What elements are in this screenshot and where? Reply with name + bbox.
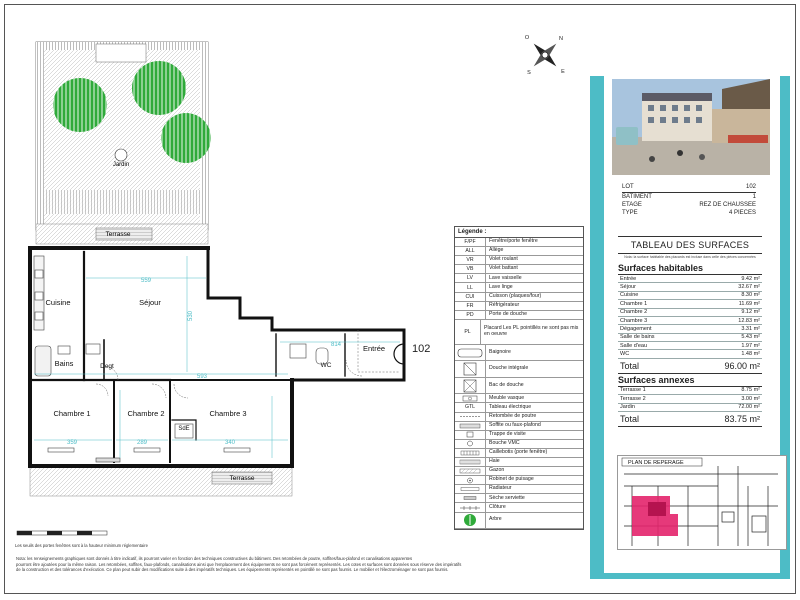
legend-row <box>455 320 583 345</box>
location-map-title: PLAN DE REPERAGE <box>628 460 684 466</box>
location-map <box>617 455 787 550</box>
legend-row <box>455 256 583 265</box>
legend-label: Haie <box>489 458 500 465</box>
total-label: Total <box>620 360 640 371</box>
surface-value: 3.00 m² <box>741 395 760 402</box>
legend-code: VB <box>455 265 486 273</box>
legend-label: Réfrigérateur <box>489 301 520 308</box>
surface-value: 3.31 m² <box>741 325 760 332</box>
dim-559: 559 <box>140 278 152 284</box>
legend-row <box>455 302 583 311</box>
surface-value: 8.30 m² <box>741 292 760 299</box>
legend-code: GTL <box>455 403 486 411</box>
legend-label: Radiateur <box>489 485 512 492</box>
surface-label: WC <box>620 351 630 358</box>
legend-label: Retombée de poutre <box>489 412 537 419</box>
room-kitchen: Cuisine <box>45 298 71 307</box>
lot-info-key: LOT <box>622 184 634 190</box>
surface-row <box>618 387 762 395</box>
dim-340: 340 <box>224 440 236 446</box>
lot-info-key: ETAGE <box>622 202 642 208</box>
tap-icon <box>115 149 127 161</box>
surface-label: Terrasse 1 <box>620 387 646 394</box>
legend-label: Arbre <box>489 516 502 523</box>
legend-row <box>455 311 583 320</box>
legend-row <box>455 485 583 494</box>
legend-row <box>455 431 583 440</box>
legend-label: Trappe de visite <box>489 430 526 437</box>
vmc-icon <box>466 440 474 447</box>
surfaces-table <box>618 236 762 427</box>
soffit-icon <box>459 423 481 429</box>
tap-icon <box>466 477 474 484</box>
lot-info-row <box>622 183 756 191</box>
hedge-icon <box>459 459 481 465</box>
lawn-icon <box>459 468 481 474</box>
surface-value: 32.67 m² <box>738 284 760 291</box>
legend-code: PD <box>455 311 486 319</box>
legend-label: Cuisson (plaques/four) <box>489 292 542 299</box>
surface-label: Cuisine <box>620 292 639 299</box>
room-degt: Degt <box>100 363 114 370</box>
legend-row <box>455 476 583 485</box>
lot-info-value: 4 PIECES <box>728 210 756 216</box>
legend-row <box>455 513 583 530</box>
legend-label: Sèche serviette <box>489 494 525 501</box>
legend-row <box>455 238 583 247</box>
habitable-total <box>618 359 762 374</box>
legend-code: CUI <box>455 293 486 301</box>
surface-row <box>618 300 762 308</box>
scale-note: Les seuils des portes fenêtres sont à la hauteur minimum réglementaire <box>15 543 148 548</box>
legend-label: Lave linge <box>489 283 513 290</box>
legend-label: Gazon <box>489 467 505 474</box>
legend-code: FR <box>455 302 486 310</box>
surface-label: Chambre 3 <box>620 317 648 324</box>
towel-dryer-icon <box>463 495 477 501</box>
legend-row <box>455 503 583 512</box>
surface-value: 1.48 m² <box>741 351 760 358</box>
room-living: Séjour <box>139 298 161 307</box>
dim-359: 359 <box>66 440 78 446</box>
legend-label: Placard Les PL pointillés ne sont pas mis en oeuvre <box>483 325 579 337</box>
total-value: 96.00 m² <box>724 360 760 371</box>
legend-row <box>455 422 583 431</box>
surfaces-title: TABLEAU DES SURFACES <box>618 236 762 254</box>
surface-row <box>618 283 762 291</box>
surface-label: Entrée <box>620 275 637 282</box>
legend-row <box>455 293 583 302</box>
legend-code: LV <box>455 274 486 282</box>
disclaimer-footer <box>16 556 586 573</box>
surface-value: 12.83 m² <box>738 317 760 324</box>
fence-icon <box>459 505 481 511</box>
room-bedroom-1: Chambre 1 <box>53 409 91 418</box>
annex-heading: Surfaces annexes <box>618 374 762 387</box>
legend-label: Volet roulant <box>489 256 518 263</box>
lot-number: 102 <box>412 343 431 355</box>
surface-row <box>618 342 762 350</box>
lot-info-row <box>622 209 756 217</box>
surface-row <box>618 325 762 333</box>
total-label: Total <box>620 413 640 424</box>
surface-value: 9.42 m² <box>741 275 760 282</box>
legend-row <box>455 345 583 362</box>
legend-row <box>455 458 583 467</box>
compass-w: O <box>524 35 530 41</box>
surface-value: 11.69 m² <box>738 300 760 307</box>
compass-n: N <box>559 36 563 42</box>
legend-row <box>455 413 583 422</box>
surface-row <box>618 404 762 412</box>
surfaces-note: Nota: la surface habitable des placards est incluse dans celle des pièces concernées <box>624 255 756 259</box>
legend-label: Soffite ou faux-plafond <box>489 421 541 428</box>
surface-row <box>618 275 762 283</box>
surface-label: Chambre 1 <box>620 300 648 307</box>
disclaimer-line: Nota: les renseignements graphiques sont donnés à titre indicatif, ils pourront varier en fonction des techniques constructives du bâtiment. Des retombées de poutre, soffites/faux-plafond et canalisations apparentes <box>16 556 413 561</box>
surface-value: 8.75 m² <box>741 387 760 394</box>
lot-info-key: TYPE <box>622 210 638 216</box>
lot-info-key: BATIMENT <box>622 194 652 200</box>
dim-593: 593 <box>196 374 208 380</box>
legend-row <box>455 440 583 449</box>
room-bedroom-2: Chambre 2 <box>127 409 165 418</box>
legend-label: Fenêtre/porte fenêtre <box>489 238 538 245</box>
legend-label: Bouche VMC <box>489 440 520 446</box>
legend-row <box>455 265 583 274</box>
legend-code: VR <box>455 256 486 264</box>
dim-530: 530 <box>188 310 194 322</box>
room-entry: Entrée <box>362 344 386 353</box>
room-wc: WC <box>320 362 332 369</box>
legend-code: LL <box>455 283 486 291</box>
dim-814: 814 <box>330 342 342 348</box>
legend-table <box>454 226 584 530</box>
dim-289: 289 <box>136 440 148 446</box>
terrace-1-label: Terrasse <box>105 231 131 238</box>
disclaimer-line: pourront être ajoutées pour la même raison. Les retombées, soffites, faux-plafonds, canalisations ainsi que l'emplacement des équipements ne sont pas forcément représentés. Les cotes et surfaces sont données sous réserve des impératifs <box>16 561 462 567</box>
legend-label: Caillebotis (porte fenêtre) <box>489 449 548 456</box>
terrace-2-label: Terrasse <box>229 475 255 482</box>
surface-row <box>618 292 762 300</box>
garden-label: Jardin <box>112 162 130 168</box>
legend-row <box>455 403 583 412</box>
surface-label: Chambre 2 <box>620 309 648 316</box>
lot-info-value: 1 <box>752 194 756 200</box>
beam-icon <box>459 414 481 419</box>
surface-label: Salle d'eau <box>620 342 648 349</box>
legend-row <box>455 394 583 403</box>
disclaimer-line: de la construction et des tolérances d'exécution. Ce plan peut subir des modifications suite à des impératifs techniques. Les équipements représentés en pointillé ne sont pas fournis. Le mobilier et l'électroménager ne sont pas fournis. <box>16 567 449 573</box>
annex-total <box>618 412 762 427</box>
lot-info-value: REZ DE CHAUSSEE <box>699 202 756 208</box>
legend-label: Allège <box>489 247 504 254</box>
compass-e: E <box>561 69 565 75</box>
radiator-icon <box>460 486 480 492</box>
room-bath: Bains <box>54 359 74 368</box>
surface-value: 5.43 m² <box>741 334 760 341</box>
grating-icon <box>460 450 480 456</box>
surface-row <box>618 309 762 317</box>
habitable-heading: Surfaces habitables <box>618 262 762 275</box>
legend-label: Baignoire <box>489 348 511 355</box>
building-photo <box>612 79 770 175</box>
lot-info-row <box>622 192 756 201</box>
compass-s: S <box>527 70 531 76</box>
legend-label: Volet battant <box>489 265 518 272</box>
legend-row <box>455 283 583 292</box>
lot-info <box>622 183 756 217</box>
surface-row <box>618 334 762 342</box>
surface-label: Salle de bains <box>620 334 655 341</box>
legend-row <box>455 274 583 283</box>
legend-title: Légende : <box>455 227 583 238</box>
legend-row <box>455 494 583 503</box>
tree-icon <box>463 513 477 527</box>
surface-value: 72.00 m² <box>738 404 760 411</box>
legend-label: Robinet de puisage <box>489 476 534 483</box>
surface-value: 1.97 m² <box>741 342 760 349</box>
vanity-icon <box>462 395 478 402</box>
legend-label: Tableau électrique <box>489 403 532 410</box>
legend-code: F/PF <box>455 238 486 246</box>
legend-code: PL <box>455 320 481 344</box>
legend-row <box>455 467 583 476</box>
total-value: 83.75 m² <box>724 413 760 424</box>
bathtub-icon <box>457 348 483 358</box>
surface-label: Terrasse 2 <box>620 395 646 402</box>
surface-row <box>618 395 762 403</box>
legend-row <box>455 378 583 395</box>
surface-label: Dégagement <box>620 325 652 332</box>
lot-info-row <box>622 201 756 209</box>
surface-label: Jardin <box>620 404 635 411</box>
legend-label: Clôture <box>489 503 506 510</box>
legend-row <box>455 361 583 378</box>
lot-info-value: 102 <box>745 184 756 190</box>
legend-label: Lave vaisselle <box>489 274 522 281</box>
surface-row <box>618 350 762 358</box>
legend-row <box>455 449 583 458</box>
surface-row <box>618 317 762 325</box>
walk-in-shower-icon <box>463 362 477 376</box>
legend-row <box>455 247 583 256</box>
surface-label: Séjour <box>620 284 636 291</box>
legend-label: Meuble vasque <box>489 394 525 401</box>
legend-label: Bac de douche <box>489 381 524 388</box>
scale-bar <box>17 531 107 535</box>
legend-code: ALL <box>455 247 486 255</box>
apartment-walls <box>30 248 404 466</box>
legend-label: Porte de douche <box>489 310 528 317</box>
surface-value: 9.12 m² <box>741 309 760 316</box>
legend-label: Douche intégrale <box>489 365 529 372</box>
shower-tray-icon <box>463 379 477 393</box>
room-sde: SdE <box>178 426 190 432</box>
room-bedroom-3: Chambre 3 <box>209 409 247 418</box>
hatch-icon <box>466 431 474 438</box>
